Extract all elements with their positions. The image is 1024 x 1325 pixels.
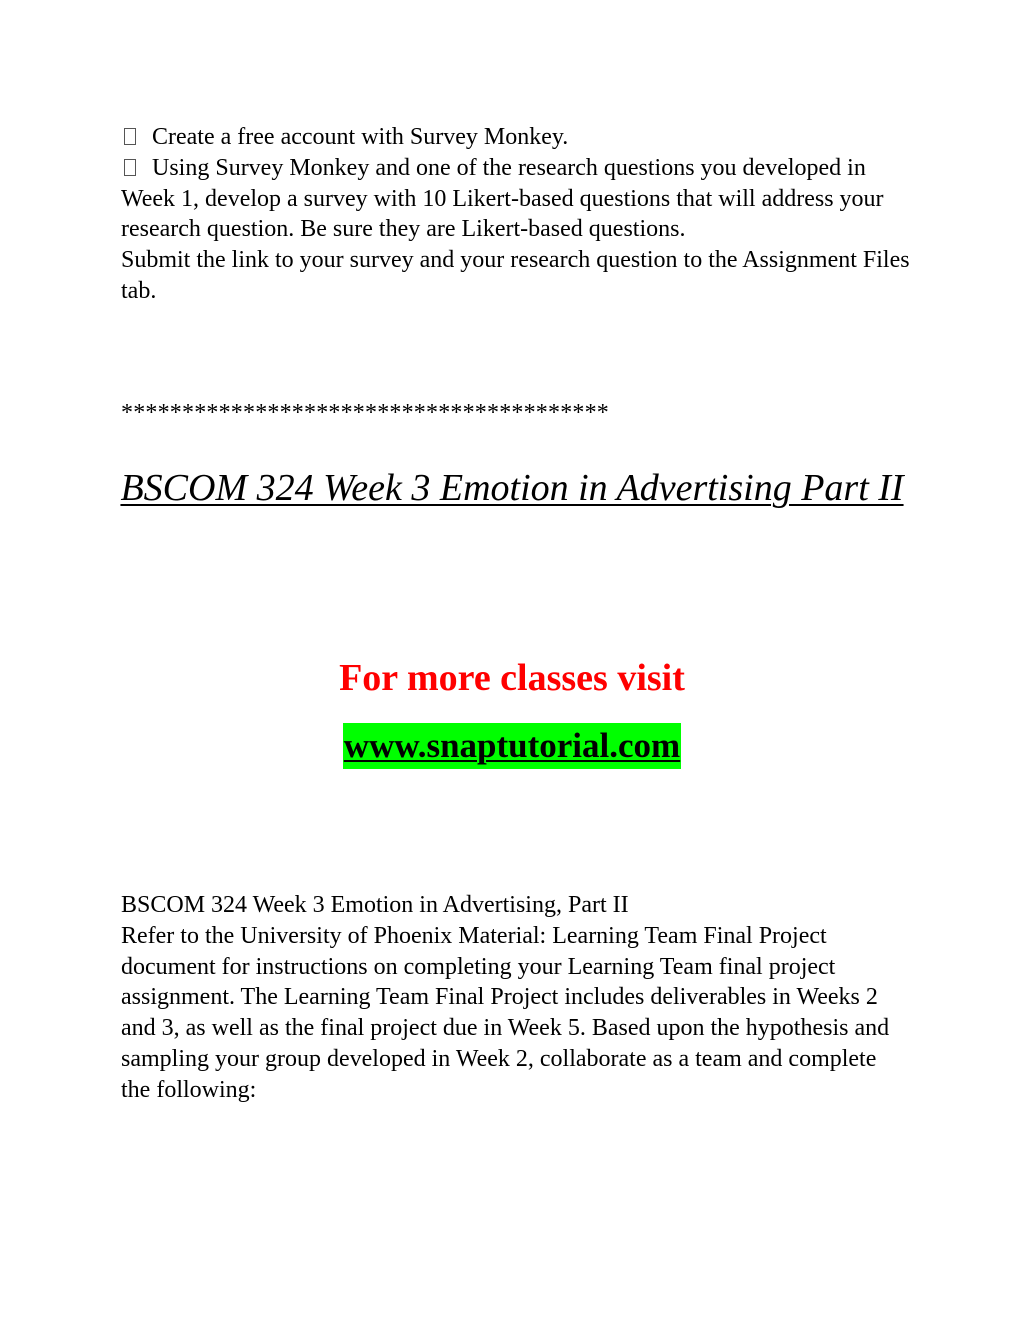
bullet-text: Create a free account with Survey Monkey. xyxy=(152,124,569,150)
intro-instructions xyxy=(121,122,911,307)
submit-instructions: Submit the link to your survey and your research question to the Assignment Files tab. xyxy=(121,247,910,304)
asterisk-separator: **************************************** xyxy=(121,400,609,426)
assignment-description xyxy=(121,890,911,1106)
assignment-paragraph: Refer to the University of Phoenix Material: Learning Team Final Project document for instructions on completing your Learning Team final project assignment. The Learning Team Final Project includes deliverables in Weeks 2 and 3, as well as the final project due in Week 5. Based upon the hypothesis and sampling your group developed in Week 2, collaborate as a team and complete the following: xyxy=(121,922,890,1103)
promo-text: For more classes visit xyxy=(339,657,685,699)
website-link-container xyxy=(0,723,1024,769)
bullet-item-create-account xyxy=(121,122,911,153)
checkbox-bullet-icon xyxy=(124,159,136,176)
bullet-text: Using Survey Monkey and one of the research questions you developed in Week 1, develop a survey with 10 Likert-based questions that will address your research question. Be sure they are Likert-based questions. xyxy=(121,154,884,243)
website-link[interactable]: www.snaptutorial.com xyxy=(343,723,681,769)
course-title: BSCOM 324 Week 3 Emotion in Advertising Part II xyxy=(120,467,904,509)
checkbox-bullet-icon xyxy=(124,128,136,145)
assignment-heading: BSCOM 324 Week 3 Emotion in Advertising, Part II xyxy=(121,892,629,918)
bullet-item-develop-survey xyxy=(121,153,911,245)
